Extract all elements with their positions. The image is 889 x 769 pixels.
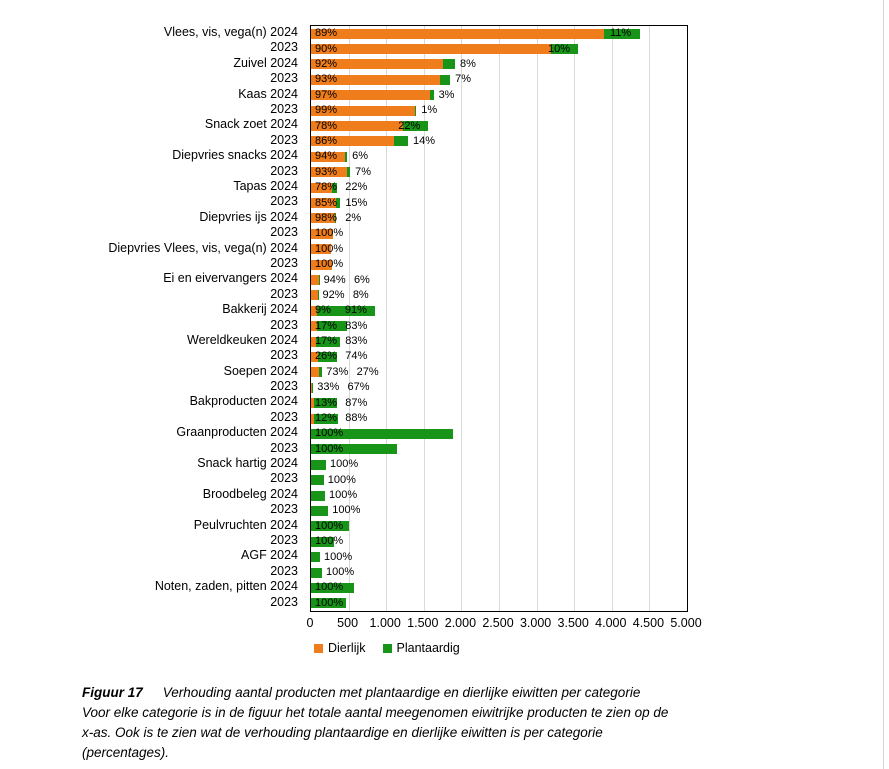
x-tick-label: 0 [306, 616, 314, 630]
category-label: 2023 [270, 348, 298, 363]
category-label: Graanproducten 2024 [176, 425, 298, 440]
pct-label-dierlijk: 13% [315, 396, 338, 409]
pct-label-plantaardig: 14% [413, 134, 436, 147]
bar-row [311, 506, 687, 516]
pct-label-total: 100% [327, 473, 356, 486]
category-label: 2023 [270, 255, 298, 270]
pct-label-plantaardig: 87% [345, 396, 368, 409]
bar-row [311, 491, 687, 501]
pct-label-plantaardig: 7% [455, 73, 472, 86]
pct-label-plantaardig: 11% [610, 27, 632, 40]
bar-row [311, 106, 687, 116]
category-label: Tapas 2024 [233, 178, 298, 193]
pct-label-dierlijk: 12% [315, 412, 338, 425]
pct-label-dierlijk: 97% [315, 88, 338, 101]
category-label: 2023 [270, 163, 298, 178]
bar-row [311, 44, 687, 54]
bar-row [311, 414, 687, 424]
pct-label-plantaardig: 3% [438, 88, 455, 101]
pct-label-dierlijk: 26% [315, 350, 338, 363]
bar-segment-plantaardig [430, 90, 434, 100]
x-tick-label: 4.000 [595, 616, 627, 630]
bar-segment-plantaardig [312, 383, 314, 393]
bar-segment-dierlijk [311, 44, 551, 54]
bar-segment-plantaardig [319, 367, 322, 377]
bar-row [311, 290, 687, 300]
category-label: Diepvries ijs 2024 [199, 209, 298, 224]
category-label: Noten, zaden, pitten 2024 [154, 579, 298, 594]
category-label: Kaas 2024 [238, 86, 298, 101]
pct-label-plantaardig: 6% [353, 273, 370, 286]
pct-label-dierlijk: 17% [315, 319, 338, 332]
pct-label-plantaardig: 8% [352, 288, 369, 301]
category-label: 2023 [270, 533, 298, 548]
category-label: 2023 [270, 563, 298, 578]
x-axis-tick-labels [0, 616, 889, 632]
figure-number: Figuur 17 [82, 685, 143, 700]
pct-label-dierlijk: 85% [315, 196, 338, 209]
bar-row [311, 260, 687, 270]
category-label: Soepen 2024 [223, 363, 298, 378]
pct-label-plantaardig: 8% [460, 57, 476, 70]
pct-label-total: 100% [330, 458, 359, 471]
legend [314, 641, 460, 655]
x-tick-label: 3.000 [519, 616, 552, 630]
pct-label-dierlijk: 73% [326, 365, 349, 378]
pct-label-total: 100% [315, 242, 344, 255]
bar-row [311, 306, 687, 316]
bar-row [311, 460, 687, 470]
bar-segment-dierlijk [311, 290, 318, 300]
pct-label-plantaardig: 7% [355, 165, 371, 178]
bar-row [311, 183, 687, 193]
pct-label-dierlijk: 89% [315, 27, 338, 40]
pct-label-dierlijk: 98% [315, 211, 338, 224]
bar-row [311, 75, 687, 85]
bar-row [311, 152, 687, 162]
bar-segment-plantaardig [443, 59, 455, 69]
category-label: 2023 [270, 40, 298, 55]
bar-row [311, 598, 687, 608]
category-label: 2023 [270, 502, 298, 517]
pct-label-total: 100% [325, 566, 355, 578]
category-label: Snack zoet 2024 [204, 117, 298, 132]
bar-row [311, 444, 687, 454]
category-label: Diepvries snacks 2024 [172, 148, 298, 163]
bar-row [311, 583, 687, 593]
x-tick-label: 5.000 [670, 616, 702, 630]
pct-label-plantaardig: 10% [547, 42, 570, 55]
bar-row [311, 537, 687, 547]
page-edge-line [883, 0, 884, 769]
legend-swatch-icon [383, 644, 392, 653]
pct-label-dierlijk: 9% [315, 304, 331, 317]
category-label: 2023 [270, 225, 298, 240]
pct-label-dierlijk: 92% [315, 57, 338, 70]
category-label: Broodbeleg 2024 [202, 486, 298, 501]
bar-row [311, 568, 687, 578]
pct-label-plantaardig: 74% [345, 350, 368, 363]
pct-label-total: 100% [324, 550, 353, 563]
x-tick-label: 1.500 [407, 616, 439, 630]
figure-title: Verhouding aantal producten met plantaardige en dierlijke eiwitten per categorie [162, 685, 641, 700]
y-axis-category-labels [0, 25, 304, 610]
bar-segment-plantaardig [415, 106, 416, 116]
category-label: 2023 [270, 409, 298, 424]
pct-label-total: 100% [315, 581, 344, 594]
bar-segment-plantaardig [440, 75, 450, 85]
pct-label-plantaardig: 2% [345, 211, 362, 224]
legend-label: Dierlijk [328, 641, 366, 655]
bar-segment-dierlijk [311, 367, 319, 377]
legend-swatch-icon [314, 644, 323, 653]
bar-segment-plantaardig [311, 506, 328, 516]
bar-row [311, 352, 687, 362]
pct-label-dierlijk: 94% [315, 150, 338, 163]
pct-label-total: 100% [315, 596, 344, 609]
bar-segment-plantaardig [311, 568, 322, 578]
category-label: 2023 [270, 379, 298, 394]
x-tick-label: 2.000 [444, 616, 477, 630]
bar-row [311, 383, 687, 393]
pct-label-plantaardig: 83% [345, 319, 368, 332]
bar-segment-dierlijk [311, 275, 319, 285]
bar-row [311, 337, 687, 347]
bar-row [311, 398, 687, 408]
pct-label-plantaardig: 27% [356, 365, 379, 378]
category-label: Wereldkeuken 2024 [187, 332, 298, 347]
x-tick-label: 1.000 [369, 616, 401, 630]
category-label: 2023 [270, 132, 298, 147]
pct-label-dierlijk: 93% [315, 73, 338, 86]
bar-row [311, 213, 687, 223]
category-label: 2023 [270, 71, 298, 86]
pct-label-plantaardig: 22% [398, 119, 421, 132]
pct-label-dierlijk: 78% [315, 181, 338, 194]
category-label: 2023 [270, 317, 298, 332]
pct-label-plantaardig: 67% [347, 381, 370, 394]
bar-row [311, 198, 687, 208]
bar-row [311, 29, 687, 39]
category-label: 2023 [270, 101, 298, 116]
bar-segment-dierlijk [311, 29, 604, 39]
pct-label-plantaardig: 15% [345, 196, 368, 209]
category-label: 2023 [270, 286, 298, 301]
category-label: Bakkerij 2024 [222, 302, 298, 317]
pct-label-total: 100% [315, 519, 344, 532]
caption-line-2: Voor elke categorie is in de figuur het totale aantal meegenomen eiwitrijke producten te zien op de [82, 705, 669, 720]
pct-label-total: 100% [328, 489, 358, 502]
x-tick-label: 500 [337, 616, 359, 630]
pct-label-plantaardig: 91% [344, 304, 367, 317]
x-tick-label: 4.500 [632, 616, 665, 630]
pct-label-total: 100% [315, 442, 344, 455]
pct-label-dierlijk: 94% [323, 273, 346, 286]
category-label: Diepvries Vlees, vis, vega(n) 2024 [108, 240, 298, 255]
bar-segment-plantaardig [318, 290, 319, 300]
pct-label-total: 100% [332, 504, 361, 517]
bar-row [311, 521, 687, 531]
bar-segment-plantaardig [311, 475, 324, 485]
category-label: 2023 [270, 471, 298, 486]
category-label: 2023 [270, 594, 298, 609]
bar-segment-plantaardig [311, 552, 320, 562]
bar-segment-plantaardig [319, 275, 320, 285]
pct-label-plantaardig: 1% [421, 104, 438, 117]
bar-row [311, 90, 687, 100]
pct-label-dierlijk: 86% [315, 134, 338, 147]
category-label: Vlees, vis, vega(n) 2024 [163, 25, 298, 39]
bar-row [311, 59, 687, 69]
bar-segment-plantaardig [311, 460, 326, 470]
caption-line-1 [82, 683, 742, 703]
legend-item-plantaardig [383, 641, 460, 655]
pct-label-dierlijk: 90% [315, 42, 338, 55]
pct-label-dierlijk: 92% [322, 288, 345, 301]
pct-label-plantaardig: 88% [345, 412, 368, 425]
bar-row [311, 475, 687, 485]
category-label: Peulvruchten 2024 [193, 517, 298, 532]
bar-row [311, 275, 687, 285]
bar-row [311, 167, 687, 177]
pct-label-plantaardig: 83% [345, 335, 368, 348]
bar-row [311, 321, 687, 331]
category-label: Bakproducten 2024 [189, 394, 298, 409]
pct-label-dierlijk: 78% [315, 119, 338, 132]
plot-area [310, 25, 688, 612]
pct-label-total: 100% [315, 535, 344, 548]
bar-row [311, 552, 687, 562]
x-tick-label: 3.500 [557, 616, 589, 630]
pct-label-dierlijk: 17% [315, 335, 338, 348]
pct-label-dierlijk: 99% [315, 104, 338, 117]
pct-label-dierlijk: 33% [317, 381, 340, 394]
bar-row [311, 367, 687, 377]
x-tick-label: 2.500 [482, 616, 514, 630]
category-label: Zuivel 2024 [233, 55, 298, 70]
bar-row [311, 244, 687, 254]
pct-label-plantaardig: 22% [345, 181, 368, 194]
legend-label: Plantaardig [396, 641, 460, 655]
pct-label-total: 100% [315, 227, 344, 240]
bar-row [311, 121, 687, 131]
bar-row [311, 229, 687, 239]
category-label: 2023 [270, 194, 298, 209]
legend-item-dierlijk [314, 641, 366, 655]
caption-line-4: (percentages). [82, 745, 170, 760]
pct-label-total: 100% [315, 427, 344, 440]
pct-label-total: 100% [315, 258, 344, 271]
category-label: Ei en eivervangers 2024 [163, 271, 298, 286]
bar-segment-plantaardig [311, 491, 325, 501]
figure-caption [82, 683, 742, 763]
bar-row [311, 136, 687, 146]
category-label: 2023 [270, 440, 298, 455]
bar-segment-plantaardig [347, 167, 350, 177]
caption-line-3: x-as. Ook is te zien wat de verhouding plantaardige en dierlijke eiwitten is per categorie [82, 725, 603, 740]
bar-row [311, 429, 687, 439]
bar-segment-plantaardig [345, 152, 347, 162]
bar-segment-plantaardig [394, 136, 408, 146]
pct-label-dierlijk: 93% [315, 165, 338, 178]
category-label: Snack hartig 2024 [197, 456, 298, 471]
pct-label-plantaardig: 6% [352, 150, 368, 163]
category-label: AGF 2024 [241, 548, 298, 563]
